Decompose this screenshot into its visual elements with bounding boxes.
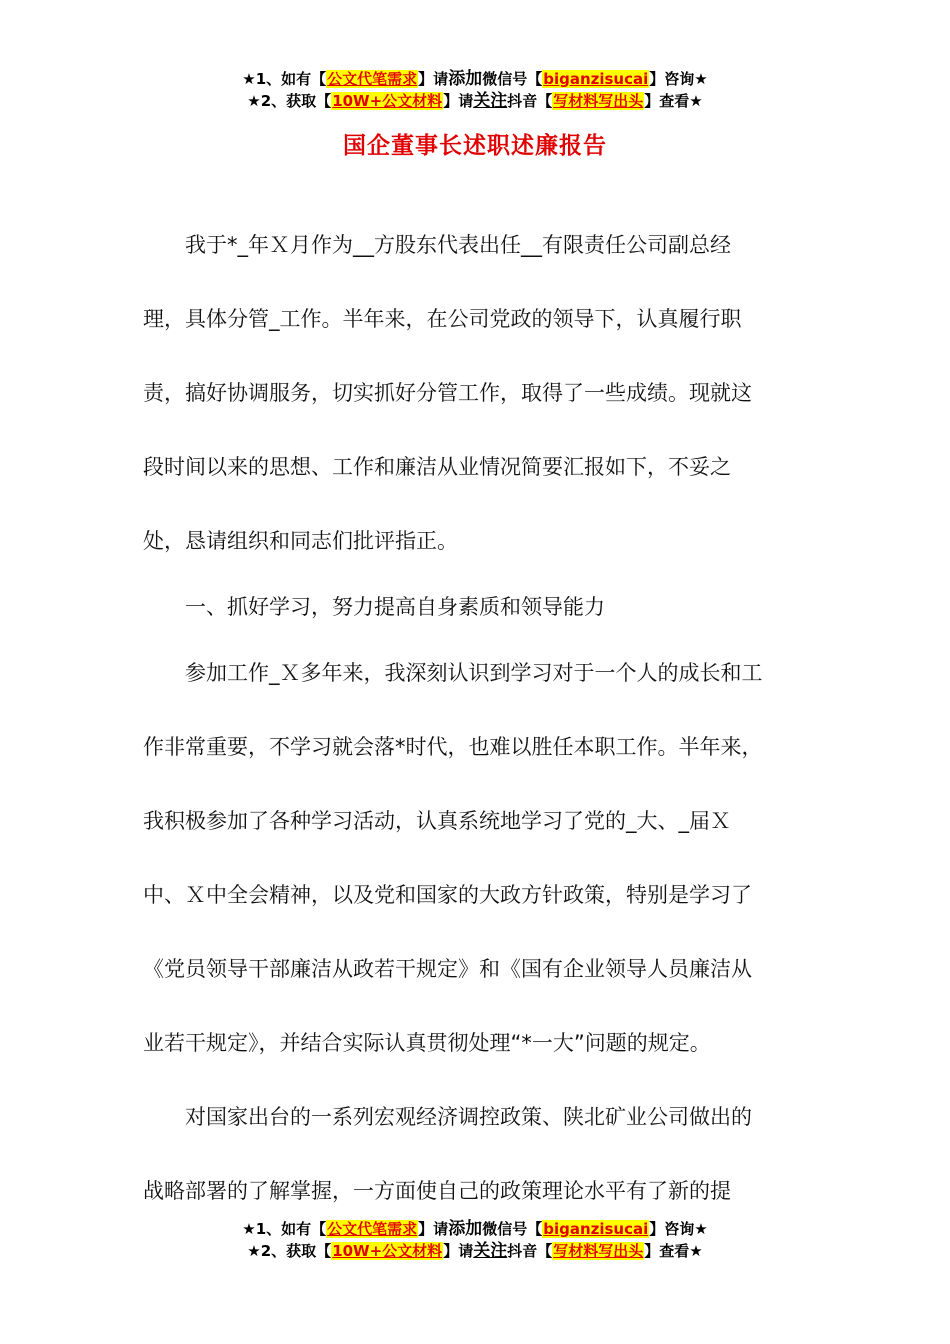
text-line: 参加工作_Ｘ多年来，我深刻认识到学习对于一个人的成长和工	[185, 661, 763, 685]
promo-text: 抖音【	[507, 92, 553, 110]
text-line: 战略部署的了解掌握，一方面使自己的政策理论水平有了新的提	[143, 1179, 731, 1203]
promo-emphasis: 关注	[473, 1241, 508, 1261]
footer-promo-banner	[0, 1218, 950, 1262]
promo-emphasis: 添加	[448, 1219, 483, 1239]
text-line: 业若干规定》，并结合实际认真贯彻处理“*一大”问题的规定。	[143, 1031, 711, 1055]
promo-highlight: 写材料写出头	[553, 1242, 644, 1260]
text-line: 理，具体分管_工作。半年来，在公司党政的领导下，认真履行职	[143, 307, 742, 331]
section-heading: 一、抓好学习，努力提高自身素质和领导能力	[185, 595, 605, 619]
promo-text: 】查看★	[644, 92, 703, 110]
promo-highlight: 10W+公文材料	[332, 92, 443, 110]
promo-text: ★2、获取【	[247, 1242, 332, 1260]
text-line: 《党员领导干部廉洁从政若干规定》和《国有企业领导人员廉洁从	[143, 957, 752, 981]
promo-text: 微信号【	[482, 1220, 543, 1238]
paragraph-intro	[143, 208, 807, 578]
promo-line-2	[0, 1240, 950, 1262]
header-promo-banner	[0, 68, 950, 112]
promo-text: 】请	[418, 70, 449, 88]
promo-text: 】查看★	[644, 1242, 703, 1260]
promo-wechat-id: biganzisucai	[543, 70, 649, 88]
promo-text: ★2、获取【	[247, 92, 332, 110]
promo-highlight: 公文代笔需求	[327, 1220, 418, 1238]
text-line: 我于*_年Ｘ月作为__方股东代表出任__有限责任公司副总经	[185, 233, 731, 257]
text-line: 段时间以来的思想、工作和廉洁从业情况简要汇报如下，不妥之	[143, 455, 731, 479]
document-title: 国企董事长述职述廉报告	[343, 133, 607, 159]
promo-text: ★1、如有【	[242, 1220, 327, 1238]
promo-text: 】请	[443, 92, 474, 110]
text-line: 中、Ｘ中全会精神，以及党和国家的大政方针政策，特别是学习了	[143, 883, 752, 907]
promo-wechat-id: biganzisucai	[543, 1220, 649, 1238]
promo-line-1	[0, 68, 950, 90]
promo-line-1	[0, 1218, 950, 1240]
promo-highlight: 公文代笔需求	[327, 70, 418, 88]
promo-text: ★1、如有【	[242, 70, 327, 88]
text-line: 我积极参加了各种学习活动，认真系统地学习了党的_大、_届Ｘ	[143, 809, 731, 833]
text-line: 作非常重要，不学习就会落*时代，也难以胜任本职工作。半年来，	[143, 735, 763, 759]
promo-line-2	[0, 90, 950, 112]
promo-text: 】请	[443, 1242, 474, 1260]
promo-text: 】咨询★	[649, 70, 708, 88]
text-line: 责，搞好协调服务，切实抓好分管工作，取得了一些成绩。现就这	[143, 381, 752, 405]
document-body	[143, 208, 807, 1228]
text-line: 处，恳请组织和同志们批评指正。	[143, 529, 458, 553]
promo-emphasis: 关注	[473, 91, 508, 111]
text-line: 对国家出台的一系列宏观经济调控政策、陕北矿业公司做出的	[185, 1105, 752, 1129]
paragraph-study	[143, 636, 807, 1080]
promo-text: 微信号【	[482, 70, 543, 88]
promo-highlight: 写材料写出头	[553, 92, 644, 110]
paragraph-policy	[143, 1080, 807, 1228]
promo-highlight: 10W+公文材料	[332, 1242, 443, 1260]
promo-text: 抖音【	[507, 1242, 553, 1260]
promo-text: 】咨询★	[649, 1220, 708, 1238]
promo-text: 】请	[418, 1220, 449, 1238]
promo-emphasis: 添加	[448, 69, 483, 89]
